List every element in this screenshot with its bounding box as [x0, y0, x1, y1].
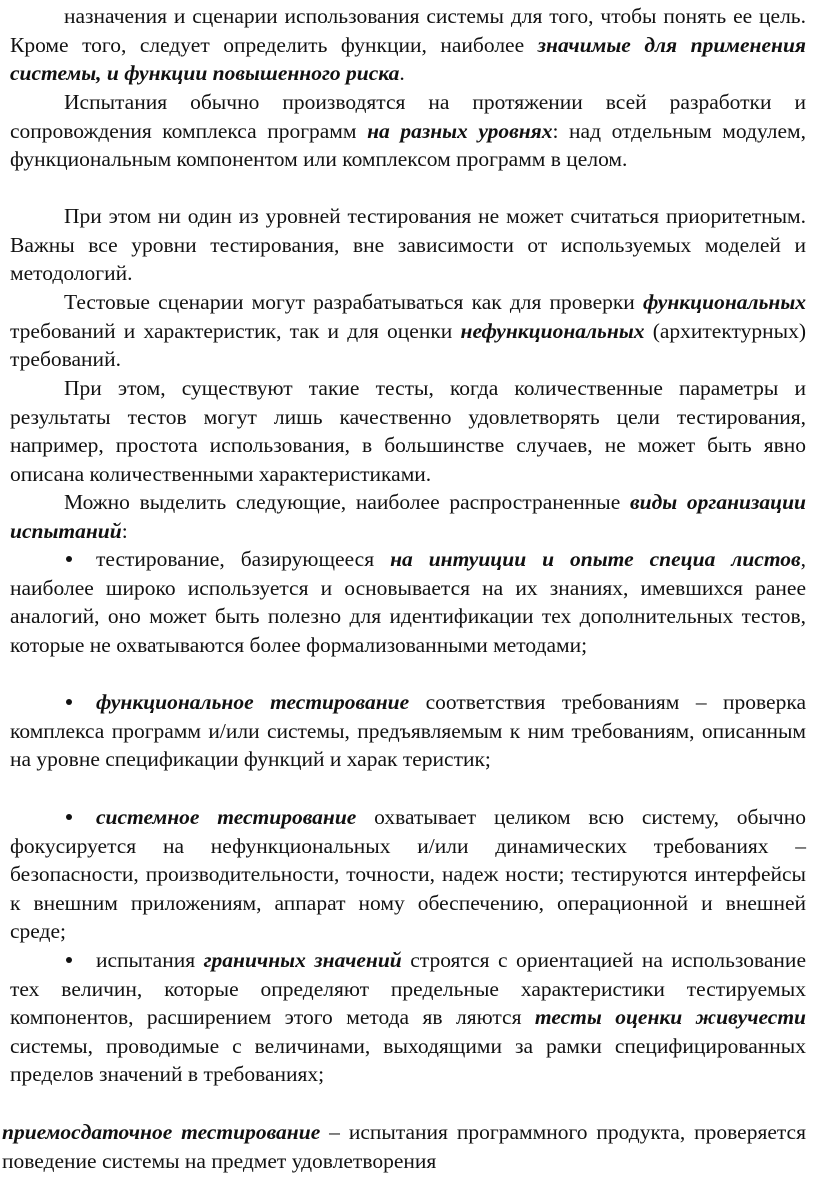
text: . — [399, 61, 405, 86]
list-item-intuition — [10, 545, 806, 659]
emphasis: функциональных — [642, 290, 806, 314]
emphasis: системное тестирование — [96, 805, 357, 829]
text: , наиболее широко используется и основывается на их знаниях, имевшихся ранее аналогий, оно может быть полезно для идентификации тех дополнительных тестов, которые не охватываются более формализованными методами; — [10, 547, 806, 657]
paragraph-types-intro — [10, 488, 806, 545]
emphasis: нефункциональных — [460, 318, 645, 343]
paragraph-scenarios — [10, 288, 806, 374]
bullet-icon — [66, 699, 72, 705]
paragraph-purpose — [10, 2, 806, 88]
text: Можно выделить следующие, наиболее распространенные — [64, 490, 631, 514]
text: испытания — [96, 948, 204, 972]
text: Тестовые сценарии могут разрабатываться как для проверки — [64, 290, 643, 314]
emphasis: функциональное тестирование — [96, 690, 410, 714]
bullet-icon — [66, 814, 72, 820]
emphasis: приемосдаточное тестирование — [2, 1120, 321, 1144]
emphasis: тесты оценки живучести — [534, 1005, 806, 1030]
text: системы, проводимые с величинами, выходящими за рамки специфицированных пределов значений в требованиях; — [10, 1033, 806, 1087]
text: соответствия требованиям – проверка комплекса программ и/или системы, предъявляемым к ним требованиям, описанным на уровне спецификации функций и харак теристик; — [10, 690, 806, 772]
paragraph-acceptance — [2, 1118, 806, 1175]
emphasis: значимые для применения системы, и функции повышенного риска — [10, 32, 806, 86]
paragraph-qualitative — [10, 374, 806, 488]
text: строятся с ориентацией на использование тех величин, которые определяют предельные характеристики тестируемых компонентов, расширением этого метода яв ляются — [10, 948, 806, 1030]
text: тестирование, базирующееся — [96, 547, 391, 571]
text: требований и характеристик, так и для оценки — [10, 318, 461, 343]
paragraph-levels — [10, 88, 806, 174]
text: назначения и сценарии использования системы для того, чтобы понять ее цель. Кроме того, следует определить функции, наиболее — [10, 4, 806, 57]
emphasis: на интуиции и опыте специа листов — [390, 547, 801, 571]
text: : над отдельным модулем, функциональным компонентом или комплексом программ в целом. — [10, 118, 806, 172]
text: охватывает целиком всю систему, обычно фокусируется на нефункциональных и/или динамических требованиях – безопасности, производительности, точности, надеж ности; тестируются интерфейсы к внешним приложениям, аппарат ному обеспечению, операционной и внешней среде; — [10, 805, 806, 944]
text: (архитектурных) требований. — [10, 318, 806, 372]
paragraph-priority — [10, 202, 806, 288]
emphasis: на разных уровнях — [367, 118, 553, 143]
bullet-icon — [66, 957, 72, 963]
list-item-functional — [10, 688, 806, 774]
bullet-icon — [66, 556, 72, 562]
list-item-boundary — [10, 946, 806, 1089]
text: Испытания обычно производятся на протяжении всей разработки и сопровождения комплекса программ — [10, 90, 806, 143]
text: – испытания программного продукта, проверяется поведение системы на предмет удовлетворения — [2, 1120, 806, 1173]
text: При этом, существуют такие тесты, когда количественные параметры и результаты тестов могут лишь качественно удовлетворять цели тестирования, например, простота использования, в большинстве случаев, не может быть явно описана количественными характеристиками. — [10, 376, 806, 486]
emphasis: граничных значений — [203, 948, 402, 972]
text: : — [121, 518, 128, 543]
text: При этом ни один из уровней тестирования не может считаться приоритетным. Важны все уровни тестирования, вне зависимости от используемых моделей и методологий. — [10, 204, 806, 286]
emphasis: виды организации испытаний — [10, 490, 806, 543]
list-item-system — [10, 803, 806, 946]
